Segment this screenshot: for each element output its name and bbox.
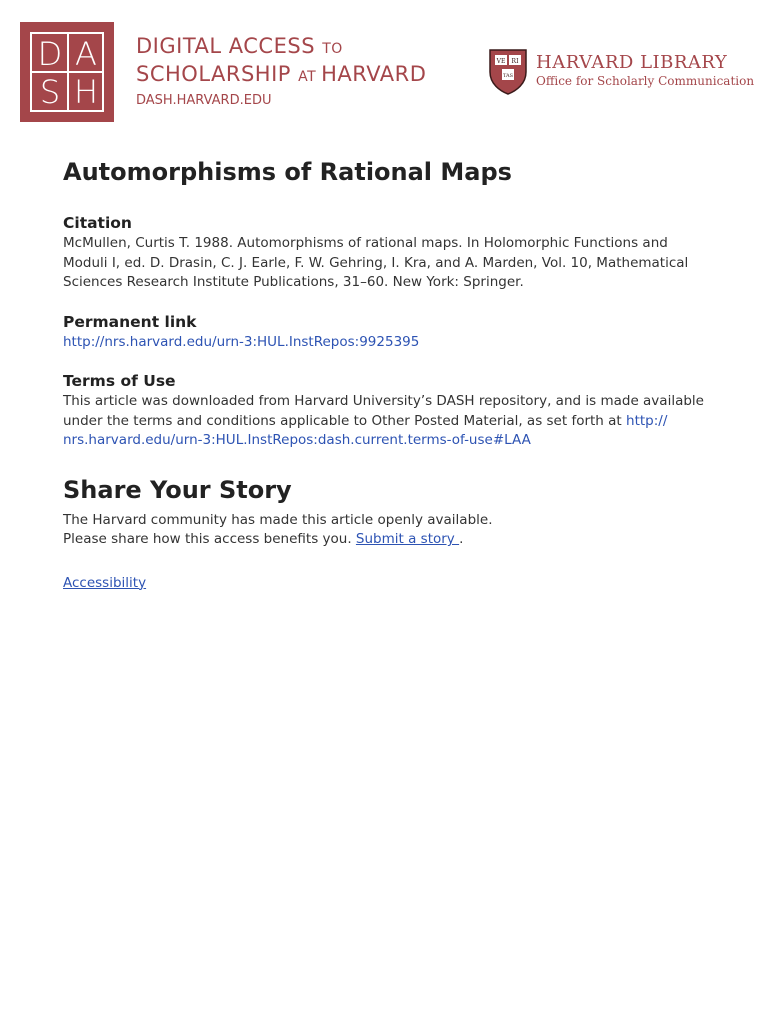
- dash-letter-a: A: [75, 35, 97, 73]
- dash-logo: [20, 22, 114, 122]
- citation-line-3: Sciences Research Institute Publications, 31–60. New York: Springer.: [63, 274, 524, 290]
- accessibility-link[interactable]: Accessibility: [63, 574, 147, 591]
- dash-logo-grid: [30, 32, 104, 112]
- permanent-link-heading: Permanent link: [63, 312, 197, 331]
- dash-title-to: TO: [322, 41, 343, 57]
- terms-heading: Terms of Use: [63, 372, 176, 390]
- dash-title-harvard: HARVARD: [321, 62, 427, 86]
- harvard-library-title: HARVARD LIBRARY: [536, 52, 728, 73]
- shield-letters-ri: RI: [511, 58, 519, 65]
- permanent-link[interactable]: http://nrs.harvard.edu/urn-3:HUL.InstRepos:9925395: [63, 333, 420, 350]
- dash-title-scholarship: SCHOLARSHIP: [136, 62, 299, 86]
- citation-line-1: McMullen, Curtis T. 1988. Automorphisms of rational maps. In Holomorphic Functions and: [63, 235, 668, 251]
- dash-title-line1: [136, 34, 343, 58]
- dash-title-main: DIGITAL ACCESS: [136, 34, 323, 58]
- shield-letters-ve: VE: [496, 58, 506, 65]
- share-heading: Share Your Story: [63, 475, 292, 504]
- share-line-1: The Harvard community has made this article openly available.: [63, 511, 493, 528]
- shield-letters-tas: TAS: [502, 73, 514, 79]
- dash-letter-d: D: [37, 35, 63, 73]
- dash-title-at: AT: [298, 69, 322, 85]
- harvard-shield-icon: [488, 48, 528, 96]
- main-content: [63, 150, 713, 593]
- dash-title-line2: [136, 62, 426, 86]
- harvard-library-subtitle: Office for Scholarly Communication: [536, 74, 755, 88]
- article-title: Automorphisms of Rational Maps: [63, 158, 512, 186]
- dash-url: DASH.HARVARD.EDU: [136, 93, 272, 108]
- share-line-2: Please share how this access benefits you.: [63, 531, 356, 547]
- submit-story-link[interactable]: Submit a story: [355, 531, 460, 547]
- terms-link-part1[interactable]: http://: [626, 412, 668, 429]
- citation-line-2: Moduli I, ed. D. Drasin, C. J. Earle, F. W. Gehring, I. Kra, and A. Marden, Vol. 10, Mathematical: [63, 254, 689, 271]
- dash-letter-h: H: [73, 73, 99, 111]
- terms-link-part2[interactable]: nrs.harvard.edu/urn-3:HUL.InstRepos:dash.current.terms-of-use#LAA: [63, 432, 531, 448]
- share-line-2-end: .: [459, 531, 464, 547]
- terms-line-1: This article was downloaded from Harvard University’s DASH repository, and is made available: [63, 393, 704, 409]
- terms-line-2: under the terms and conditions applicable to Other Posted Material, as set forth at: [63, 412, 627, 429]
- citation-heading: Citation: [63, 214, 132, 232]
- dash-letter-s: S: [39, 73, 61, 111]
